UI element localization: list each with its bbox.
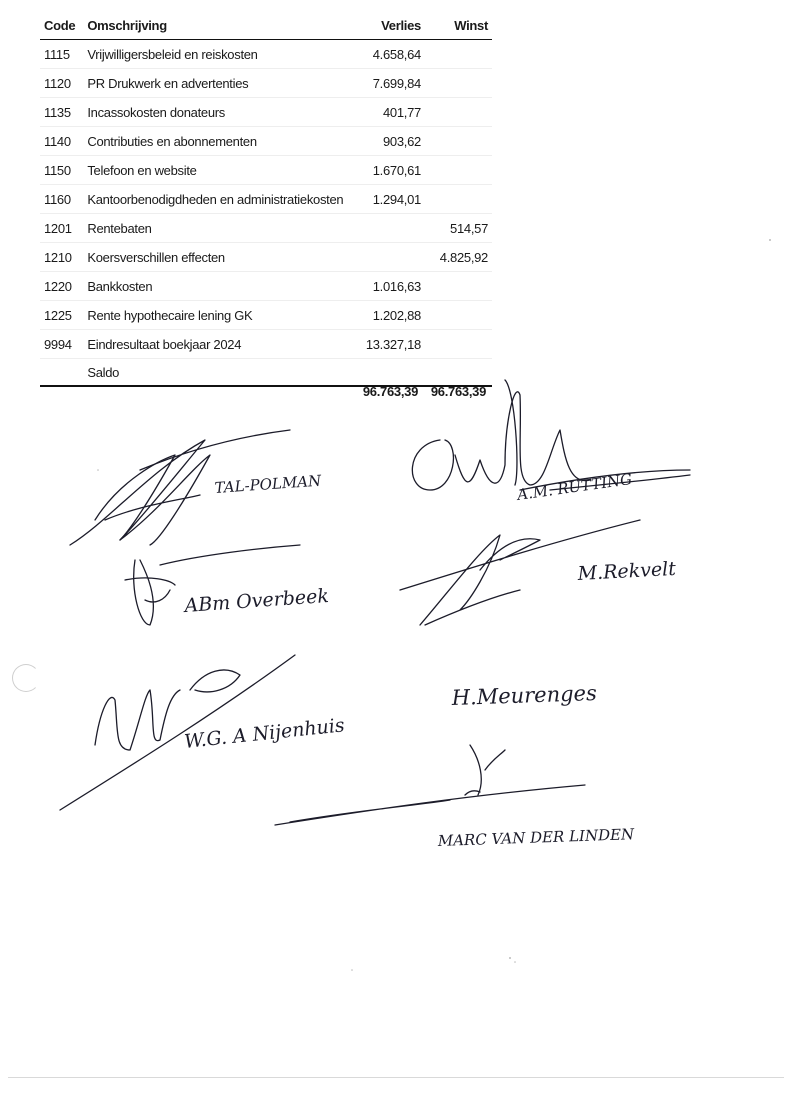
header-code: Code: [40, 12, 83, 40]
row-loss: 7.699,84: [350, 69, 425, 98]
signature-scribble: [465, 745, 505, 795]
row-profit: 4.825,92: [425, 243, 492, 272]
row-loss: 4.658,64: [350, 40, 425, 69]
row-code: 1160: [40, 185, 83, 214]
row-loss: 1.294,01: [350, 185, 425, 214]
scan-speck: [351, 969, 353, 971]
row-description: Rente hypothecaire lening GK: [83, 301, 349, 330]
header-profit: Winst: [425, 12, 492, 40]
total-loss: 96.763,39: [362, 384, 418, 399]
scan-speck: [514, 961, 516, 963]
row-description: Eindresultaat boekjaar 2024: [83, 330, 349, 359]
row-description: Telefoon en website: [83, 156, 349, 185]
row-code: 1220: [40, 272, 83, 301]
header-description: Omschrijving: [83, 12, 349, 40]
row-description: Incassokosten donateurs: [83, 98, 349, 127]
signature-name: ABm Overbeek: [183, 584, 330, 617]
total-profit: 96.763,39: [430, 384, 486, 399]
scan-speck: [769, 239, 771, 241]
row-loss: 1.670,61: [350, 156, 425, 185]
row-description: Contributies en abonnementen: [83, 127, 349, 156]
signature-name: MARC VAN DER LINDEN: [437, 825, 635, 850]
row-code: 1140: [40, 127, 83, 156]
page-edge-line: [8, 1077, 784, 1078]
row-loss: 401,77: [350, 98, 425, 127]
row-code: 1150: [40, 156, 83, 185]
row-loss: 903,62: [350, 127, 425, 156]
signature-name: W.G. A Nijenhuis: [183, 714, 346, 753]
row-code: 1225: [40, 301, 83, 330]
row-code: 1201: [40, 214, 83, 243]
signature-name: M.Rekvelt: [577, 557, 677, 585]
row-description: Saldo: [83, 359, 349, 387]
row-loss: 1.016,63: [350, 272, 425, 301]
row-loss: 1.202,88: [350, 301, 425, 330]
scan-speck: [97, 469, 99, 471]
signature-scribble: [275, 785, 585, 825]
row-description: Koersverschillen effecten: [83, 243, 349, 272]
row-code: 1210: [40, 243, 83, 272]
signature-scribble: [412, 380, 690, 490]
row-code: 1120: [40, 69, 83, 98]
row-description: Vrijwilligersbeleid en reiskosten: [83, 40, 349, 69]
row-loss: 13.327,18: [350, 330, 425, 359]
header-loss: Verlies: [350, 12, 425, 40]
row-description: PR Drukwerk en advertenties: [83, 69, 349, 98]
signature-name: TAL-POLMAN: [214, 471, 322, 497]
row-profit: 514,57: [425, 214, 492, 243]
row-description: Kantoorbenodigdheden en administratiekosten: [83, 185, 349, 214]
scan-speck: [509, 957, 511, 959]
row-code: 9994: [40, 330, 83, 359]
row-description: Rentebaten: [83, 214, 349, 243]
signature-name: A.M. RUTTING: [516, 470, 634, 504]
signature-name: H.Meurenges: [451, 680, 598, 710]
row-description: Bankkosten: [83, 272, 349, 301]
row-code: 1135: [40, 98, 83, 127]
row-code: 1115: [40, 40, 83, 69]
